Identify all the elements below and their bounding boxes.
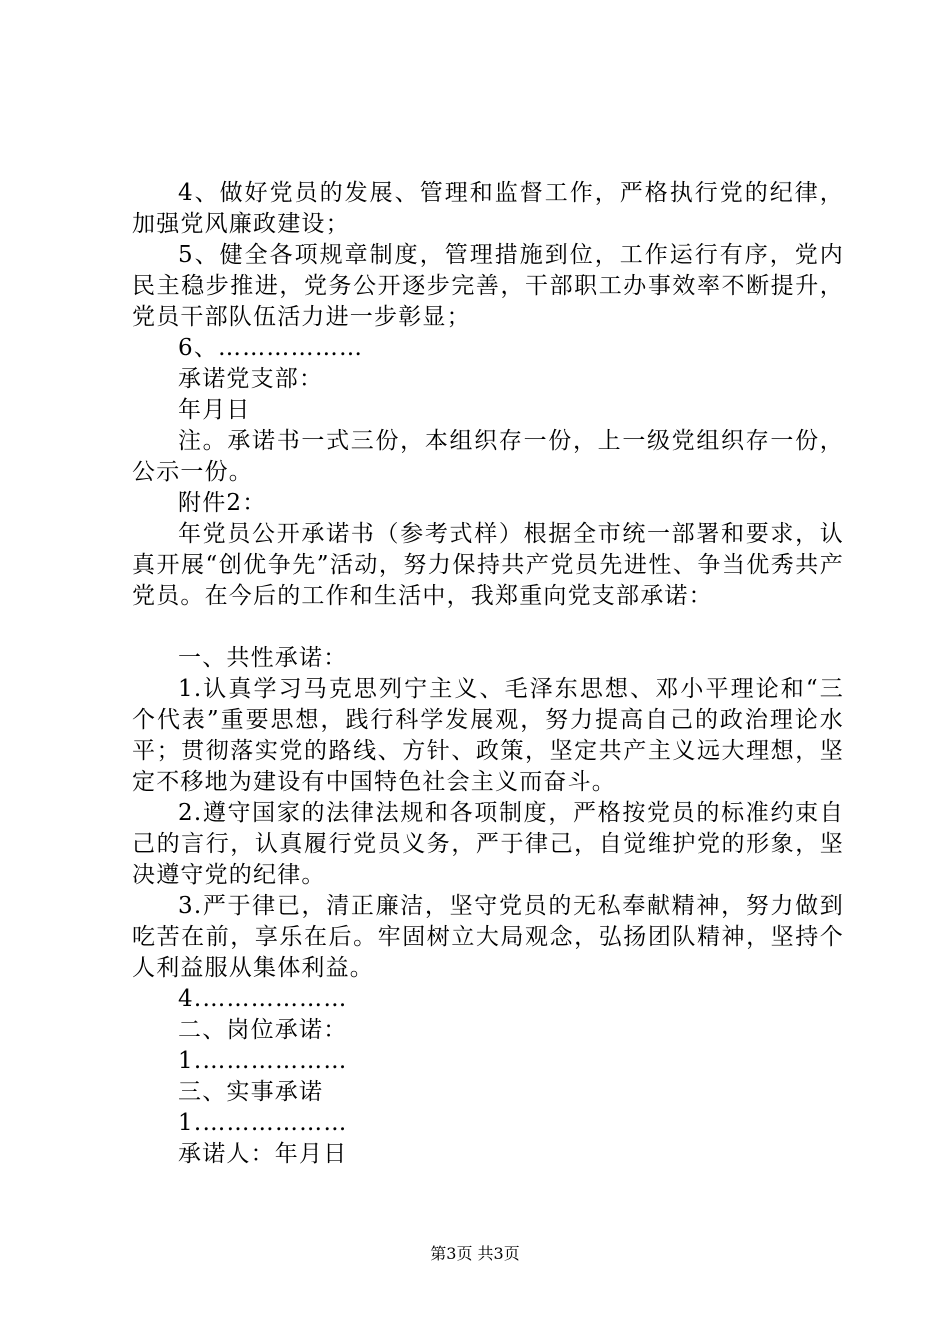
document-body	[132, 178, 844, 1170]
attachment-label: 附件2：	[178, 490, 267, 516]
paragraph-item-5: 5、健全各项规章制度，管理措施到位，工作运行有序，党内民主稳步推进，党务公开逐步完善，干部职工办事效率不断提升，党员干部队伍活力进一步彰显；	[132, 242, 844, 330]
pledge-intro: 年党员公开承诺书（参考式样）根据全市统一部署和要求，认真开展“创优争先”活动，努力保持共产党员先进性、争当优秀共产党员。在今后的工作和生活中，我郑重向党支部承诺：	[132, 521, 844, 609]
common-pledge-1: 1.认真学习马克思列宁主义、毛泽东思想、邓小平理论和“三个代表”重要思想，践行科学发展观，努力提高自己的政治理论水平；贯彻落实党的路线、方针、政策，坚定共产主义远大理想，坚定不移地为建设有中国特色社会主义而奋斗。	[132, 676, 844, 795]
date-line: 年月日	[178, 397, 251, 423]
post-pledge-1: 1.………………	[178, 1048, 348, 1074]
practical-pledge-1: 1.………………	[178, 1110, 348, 1136]
page-number-footer: 第3页 共3页	[430, 1244, 520, 1263]
signature-party-branch: 承诺党支部：	[178, 366, 324, 392]
paragraph-item-4: 4、做好党员的发展、管理和监督工作，严格执行党的纪律，加强党风廉政建设；	[132, 180, 844, 237]
section-heading-common: 一、共性承诺：	[178, 645, 348, 671]
common-pledge-2: 2.遵守国家的法律法规和各项制度，严格按党员的标准约束自己的言行，认真履行党员义务，严于律己，自觉维护党的形象，坚决遵守党的纪律。	[132, 800, 844, 888]
signature-pledger: 承诺人：年月日	[178, 1141, 348, 1167]
note-paragraph: 注。承诺书一式三份，本组织存一份，上一级党组织存一份，公示一份。	[132, 428, 844, 485]
section-heading-practical: 三、实事承诺	[178, 1079, 324, 1105]
common-pledge-4: 4.………………	[178, 986, 348, 1012]
paragraph-item-6: 6、………………	[178, 335, 364, 361]
common-pledge-3: 3.严于律已，清正廉洁，坚守党员的无私奉献精神，努力做到吃苦在前，享乐在后。牢固树立大局观念，弘扬团队精神，坚持个人利益服从集体利益。	[132, 893, 844, 981]
section-heading-post: 二、岗位承诺：	[178, 1017, 348, 1043]
